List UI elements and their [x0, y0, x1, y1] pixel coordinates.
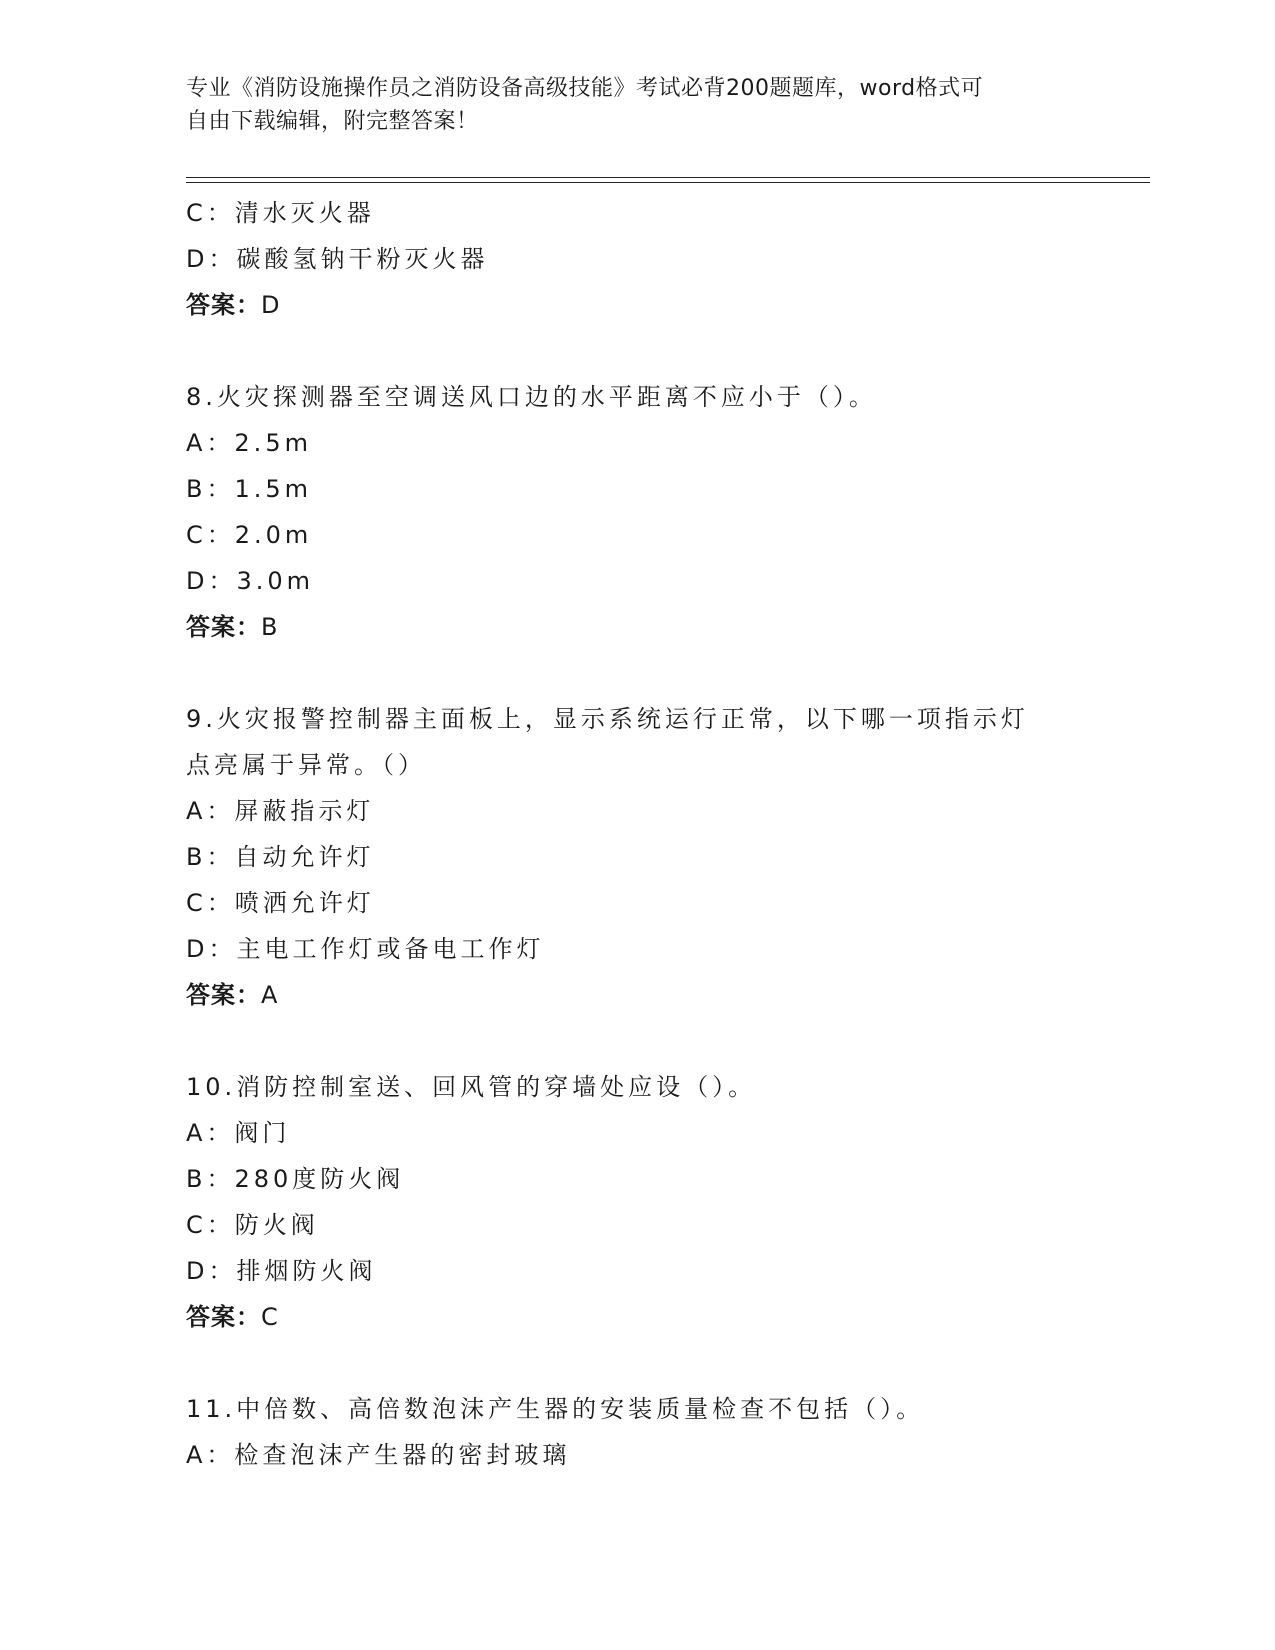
option-c: C：清水灭火器: [186, 199, 375, 227]
option-d: D：主电工作灯或备电工作灯: [186, 935, 545, 963]
answer-line: [186, 1294, 1086, 1340]
document-header: [186, 72, 1086, 138]
option-c: C：喷洒允许灯: [186, 889, 375, 917]
answer-value: A: [261, 981, 279, 1009]
question-8: [186, 374, 1086, 650]
header-rule-bottom: [186, 182, 1150, 183]
answer-label: 答案：: [186, 291, 261, 319]
option-d: D：排烟防火阀: [186, 1257, 377, 1285]
header-line-2: 自由下载编辑，附完整答案！: [186, 109, 479, 134]
answer-label: 答案：: [186, 1303, 261, 1331]
option-b: B：自动允许灯: [186, 843, 375, 871]
question-stem: 11.中倍数、高倍数泡沫产生器的安装质量检查不包括（）。: [186, 1395, 925, 1423]
question-fragment: [186, 190, 1086, 328]
question-10: [186, 1064, 1086, 1340]
question-stem-line-1: 9.火灾报警控制器主面板上，显示系统运行正常，以下哪一项指示灯: [186, 705, 1029, 733]
option-c: C：2.0m: [186, 521, 313, 549]
answer-line: [186, 972, 1086, 1018]
option-d: D：碳酸氢钠干粉灭火器: [186, 245, 489, 273]
option-d: D：3.0m: [186, 567, 315, 595]
option-c: C：防火阀: [186, 1211, 319, 1239]
option-b: B：280度防火阀: [186, 1165, 405, 1193]
answer-value: B: [261, 613, 279, 641]
option-a: A：阀门: [186, 1119, 291, 1147]
answer-line: [186, 604, 1086, 650]
question-stem: 8.火灾探测器至空调送风口边的水平距离不应小于（）。: [186, 383, 877, 411]
option-a: A：检查泡沫产生器的密封玻璃: [186, 1441, 571, 1469]
question-stem-line-2: 点亮属于异常。（）: [186, 751, 426, 779]
header-rule-top: [186, 177, 1150, 178]
option-a: A：2.5m: [186, 429, 312, 457]
answer-line: [186, 282, 1086, 328]
answer-label: 答案：: [186, 613, 261, 641]
answer-value: C: [261, 1303, 279, 1331]
answer-value: D: [261, 291, 281, 319]
answer-label: 答案：: [186, 981, 261, 1009]
option-b: B：1.5m: [186, 475, 313, 503]
question-stem: 10.消防控制室送、回风管的穿墙处应设（）。: [186, 1073, 757, 1101]
question-11: [186, 1386, 1086, 1478]
document-body: [186, 190, 1086, 1478]
header-line-1: 专业《消防设施操作员之消防设备高级技能》考试必背200题题库，word格式可: [186, 76, 984, 101]
option-a: A：屏蔽指示灯: [186, 797, 375, 825]
question-9: [186, 696, 1086, 1018]
